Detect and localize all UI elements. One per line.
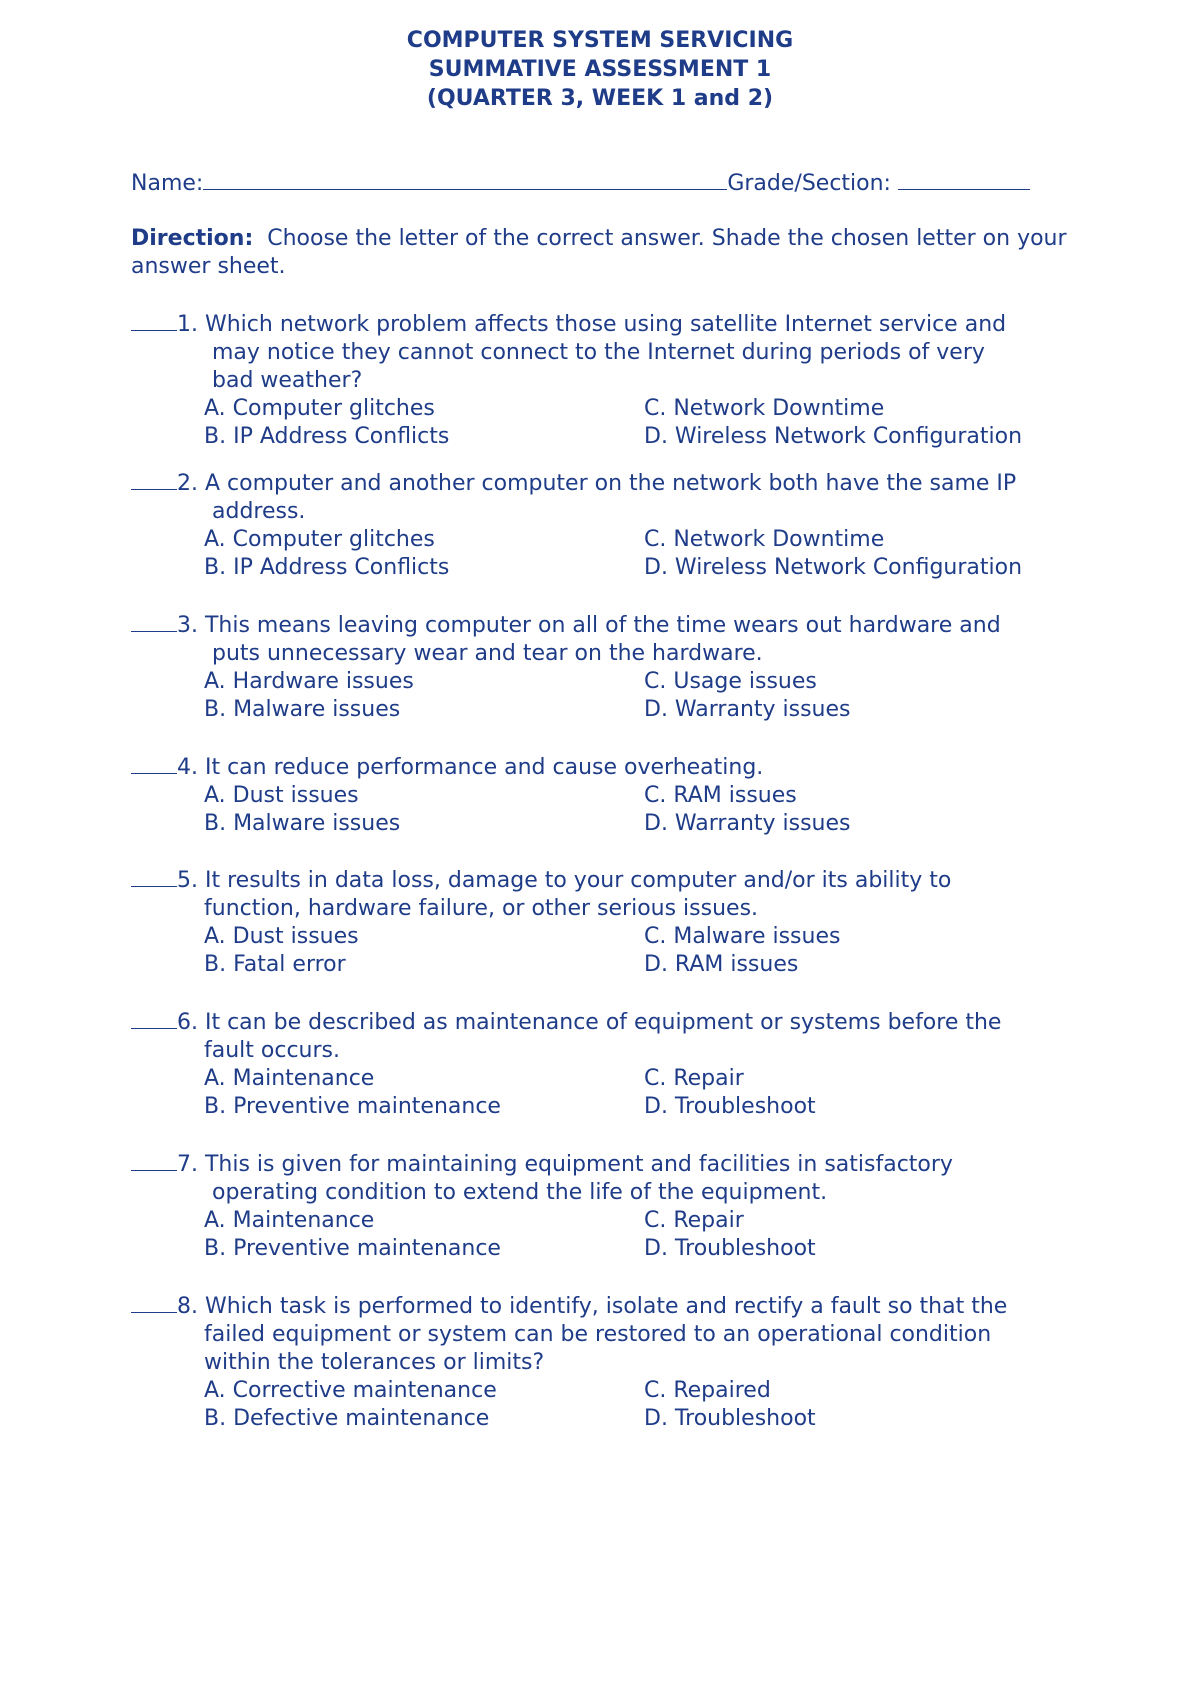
question-8 bbox=[131, 1292, 1131, 1433]
option-d: D. Wireless Network Configuration bbox=[644, 555, 1023, 580]
question-text: 1. Which network problem affects those using satellite Internet service and bbox=[177, 312, 1007, 337]
title-line-3: (QUARTER 3, WEEK 1 and 2) bbox=[426, 86, 774, 111]
option-c: C. Repair bbox=[644, 1208, 744, 1233]
question-text-cont: within the tolerances or limits? bbox=[204, 1350, 545, 1375]
grade-label: Grade/Section: bbox=[727, 171, 891, 196]
question-text-cont: failed equipment or system can be restored to an operational condition bbox=[204, 1322, 992, 1347]
question-text: 4. It can reduce performance and cause overheating. bbox=[177, 755, 764, 780]
direction-label: Direction: bbox=[131, 226, 254, 251]
options bbox=[131, 923, 1131, 979]
question-text: 6. It can be described as maintenance of equipment or systems before the bbox=[177, 1010, 1002, 1035]
options bbox=[131, 668, 1131, 724]
option-d: D. Troubleshoot bbox=[644, 1236, 816, 1261]
question-text-cont: address. bbox=[212, 499, 306, 524]
option-c: C. Repair bbox=[644, 1066, 744, 1091]
option-d: D. Troubleshoot bbox=[644, 1094, 816, 1119]
option-d: D. Warranty issues bbox=[644, 811, 851, 836]
option-a: A. Hardware issues bbox=[204, 669, 414, 694]
answer-blank[interactable] bbox=[131, 310, 177, 331]
question-text-cont: fault occurs. bbox=[204, 1038, 340, 1063]
grade-blank[interactable] bbox=[898, 168, 1030, 190]
question-text: 5. It results in data loss, damage to your computer and/or its ability to bbox=[177, 868, 952, 893]
question-3 bbox=[131, 611, 1131, 724]
option-b: B. Preventive maintenance bbox=[204, 1094, 501, 1119]
options bbox=[131, 395, 1131, 451]
option-d: D. RAM issues bbox=[644, 952, 799, 977]
question-text: 2. A computer and another computer on the network both have the same IP bbox=[177, 471, 1017, 496]
question-text-cont: operating condition to extend the life of the equipment. bbox=[212, 1180, 828, 1205]
answer-blank[interactable] bbox=[131, 1292, 177, 1313]
question-2 bbox=[131, 469, 1131, 582]
option-a: A. Corrective maintenance bbox=[204, 1378, 497, 1403]
direction bbox=[131, 225, 1111, 281]
options bbox=[131, 782, 1131, 838]
option-b: B. IP Address Conflicts bbox=[204, 424, 450, 449]
option-a: A. Computer glitches bbox=[204, 527, 435, 552]
option-a: A. Computer glitches bbox=[204, 396, 435, 421]
option-c: C. Network Downtime bbox=[644, 396, 885, 421]
title-line-2: SUMMATIVE ASSESSMENT 1 bbox=[428, 57, 772, 82]
option-b: B. Defective maintenance bbox=[204, 1406, 490, 1431]
answer-blank[interactable] bbox=[131, 469, 177, 490]
question-4 bbox=[131, 753, 1131, 838]
question-text-cont: may notice they cannot connect to the Internet during periods of very bbox=[212, 340, 985, 365]
option-b: B. Malware issues bbox=[204, 697, 401, 722]
option-a: A. Dust issues bbox=[204, 783, 359, 808]
answer-blank[interactable] bbox=[131, 866, 177, 887]
question-text: 3. This means leaving computer on all of the time wears out hardware and bbox=[177, 613, 1001, 638]
question-text: 8. Which task is performed to identify, isolate and rectify a fault so that the bbox=[177, 1294, 1008, 1319]
option-c: C. RAM issues bbox=[644, 783, 797, 808]
option-b: B. IP Address Conflicts bbox=[204, 555, 450, 580]
option-d: D. Warranty issues bbox=[644, 697, 851, 722]
name-label: Name: bbox=[131, 171, 204, 196]
name-blank[interactable] bbox=[203, 168, 727, 190]
question-text-cont: puts unnecessary wear and tear on the hardware. bbox=[212, 641, 763, 666]
question-7 bbox=[131, 1150, 1131, 1263]
direction-text: Choose the letter of the correct answer. Shade the chosen letter on your answer sheet. bbox=[131, 226, 1067, 279]
answer-blank[interactable] bbox=[131, 1150, 177, 1171]
options bbox=[131, 1065, 1131, 1121]
option-c: C. Usage issues bbox=[644, 669, 817, 694]
option-d: D. Troubleshoot bbox=[644, 1406, 816, 1431]
title-line-1: COMPUTER SYSTEM SERVICING bbox=[406, 28, 794, 53]
answer-blank[interactable] bbox=[131, 1008, 177, 1029]
answer-blank[interactable] bbox=[131, 611, 177, 632]
question-text-cont: bad weather? bbox=[212, 368, 363, 393]
option-c: C. Malware issues bbox=[644, 924, 841, 949]
option-d: D. Wireless Network Configuration bbox=[644, 424, 1023, 449]
options bbox=[131, 1377, 1131, 1433]
header bbox=[0, 26, 1200, 113]
name-grade-line bbox=[131, 168, 1030, 198]
option-a: A. Dust issues bbox=[204, 924, 359, 949]
option-b: B. Malware issues bbox=[204, 811, 401, 836]
question-5 bbox=[131, 866, 1131, 979]
option-b: B. Fatal error bbox=[204, 952, 346, 977]
options bbox=[131, 1207, 1131, 1263]
option-c: C. Network Downtime bbox=[644, 527, 885, 552]
question-text-cont: function, hardware failure, or other serious issues. bbox=[204, 896, 759, 921]
option-a: A. Maintenance bbox=[204, 1066, 375, 1091]
options bbox=[131, 526, 1131, 582]
question-text: 7. This is given for maintaining equipment and facilities in satisfactory bbox=[177, 1152, 953, 1177]
question-6 bbox=[131, 1008, 1131, 1121]
question-1 bbox=[131, 310, 1131, 451]
option-a: A. Maintenance bbox=[204, 1208, 375, 1233]
option-c: C. Repaired bbox=[644, 1378, 771, 1403]
answer-blank[interactable] bbox=[131, 753, 177, 774]
option-b: B. Preventive maintenance bbox=[204, 1236, 501, 1261]
